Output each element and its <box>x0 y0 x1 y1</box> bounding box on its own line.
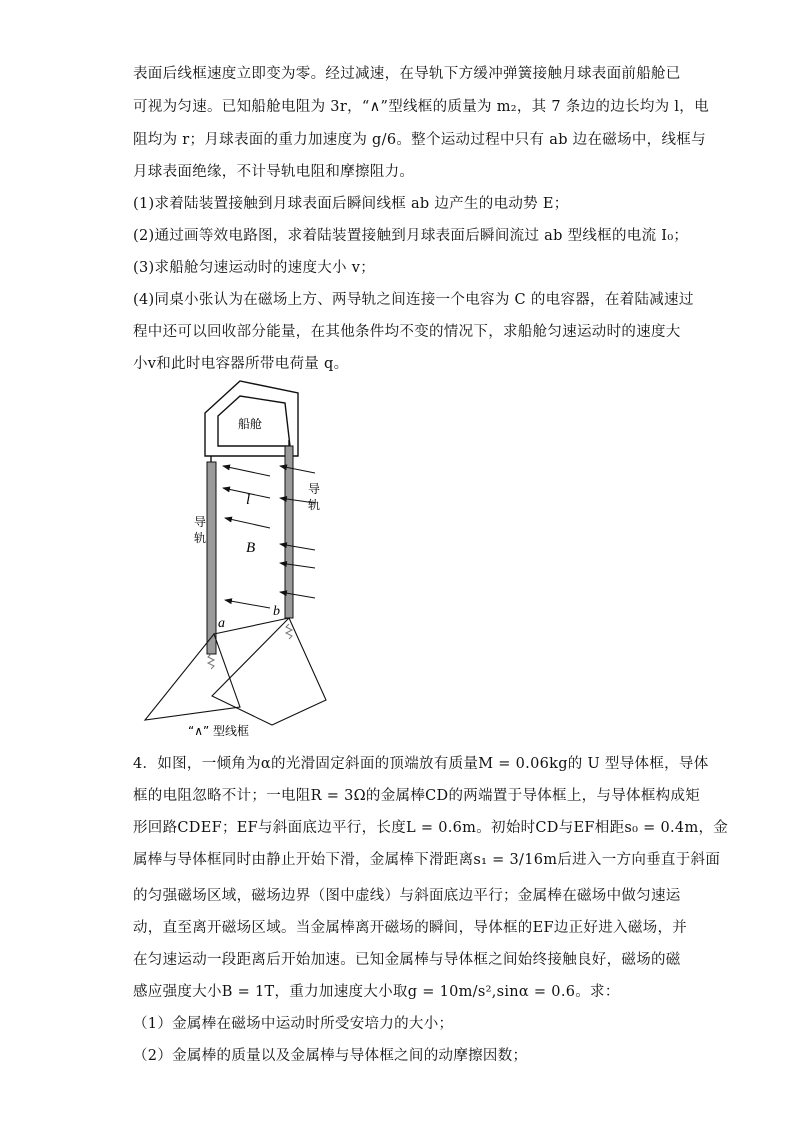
right-rail-label-2: 轨 <box>308 498 321 512</box>
p4-line-4: 属棒与导体框同时由静止开始下滑，金属棒下滑距离s₁ = 3/16m后进入一方向垂直于斜面 <box>133 852 721 868</box>
p3-line-2: 可视为匀速。已知船舱电阻为 3r，“∧”型线框的质量为 m₂，其 7 条边的边长均为 l，电 <box>133 99 709 115</box>
p3-question-2: (2)通过画等效电路图，求着陆装置接触到月球表面后瞬间流过 ab 型线框的电流 I₀； <box>133 228 689 244</box>
p4-line-8: 感应强度大小B = 1T，重力加速度大小取g = 10m/s²,sinα = 0.6。求： <box>133 984 620 1000</box>
left-rail-label-1: 导 <box>194 515 207 529</box>
p3-question-1: (1)求着陆装置接触到月球表面后瞬间线框 ab 边产生的电动势 E； <box>133 196 569 212</box>
p4-line-1: 4．如图，一倾角为α的光滑固定斜面的顶端放有质量M = 0.06kg的 U 型导体框，导体 <box>133 756 709 772</box>
left-spring <box>208 654 214 669</box>
cabin-label: 船舱 <box>238 417 263 431</box>
lander-diagram <box>130 378 370 738</box>
p4-line-5: 的匀强磁场区域，磁场边界（图中虚线）与斜面底边平行；金属棒在磁场中做匀速运 <box>133 888 681 904</box>
left-rail-label-2: 轨 <box>194 531 207 545</box>
p3-line-3: 阻均为 r；月球表面的重力加速度为 g/6。整个运动过程中只有 ab 边在磁场中，线框与 <box>133 132 706 148</box>
p3-line-4: 月球表面绝缘，不计导轨电阻和摩擦阻力。 <box>133 164 415 180</box>
p4-line-6: 动，直至离开磁场区域。当金属棒离开磁场的瞬间，导体框的EF边正好进入磁场，并 <box>133 920 688 936</box>
right-spring <box>286 624 292 639</box>
right-rail-label-1: 导 <box>308 482 321 496</box>
p4-line-7: 在匀速运动一段距离后开始加速。已知金属棒与导体框之间始终接触良好，磁场的磁 <box>133 952 681 968</box>
wedge-frame <box>145 618 326 725</box>
frame-caption: “∧” 型线框 <box>188 724 250 738</box>
p4-line-3: 形回路CDEF；EF与斜面底边平行，长度L = 0.6m。初始时CD与EF相距s₀ = 0.4m，金 <box>133 820 729 836</box>
p4-line-2: 框的电阻忽略不计；一电阻R = 3Ω的金属棒CD的两端置于导体框上，与导体框构成矩 <box>133 788 701 804</box>
p4-question-2: （2）金属棒的质量以及金属棒与导体框之间的动摩擦因数； <box>133 1048 528 1064</box>
point-b-label: b <box>273 604 280 619</box>
p3-line-1: 表面后线框速度立即变为零。经过减速，在导轨下方缓冲弹簧接触月球表面前船舱已 <box>133 66 681 82</box>
field-label: B <box>246 540 256 556</box>
p4-question-1: （1）金属棒在磁场中运动时所受安培力的大小； <box>133 1016 454 1032</box>
p3-line-9: 程中还可以回收部分能量，在其他条件均不变的情况下，求船舱匀速运动时的速度大 <box>133 324 681 340</box>
p3-question-4: (4)同桌小张认为在磁场上方、两导轨之间连接一个电容为 C 的电容器，在着陆减速过 <box>133 292 694 308</box>
left-rail <box>207 462 216 654</box>
point-a-label: a <box>218 616 225 631</box>
right-rail <box>285 446 293 618</box>
cabin <box>205 381 298 456</box>
magnetic-field-arrows <box>223 466 315 608</box>
p3-question-3: (3)求船舱匀速运动时的速度大小 v； <box>133 260 376 276</box>
p3-line-10: 小v和此时电容器所带电荷量 q。 <box>133 356 349 372</box>
length-label: l <box>246 492 251 508</box>
